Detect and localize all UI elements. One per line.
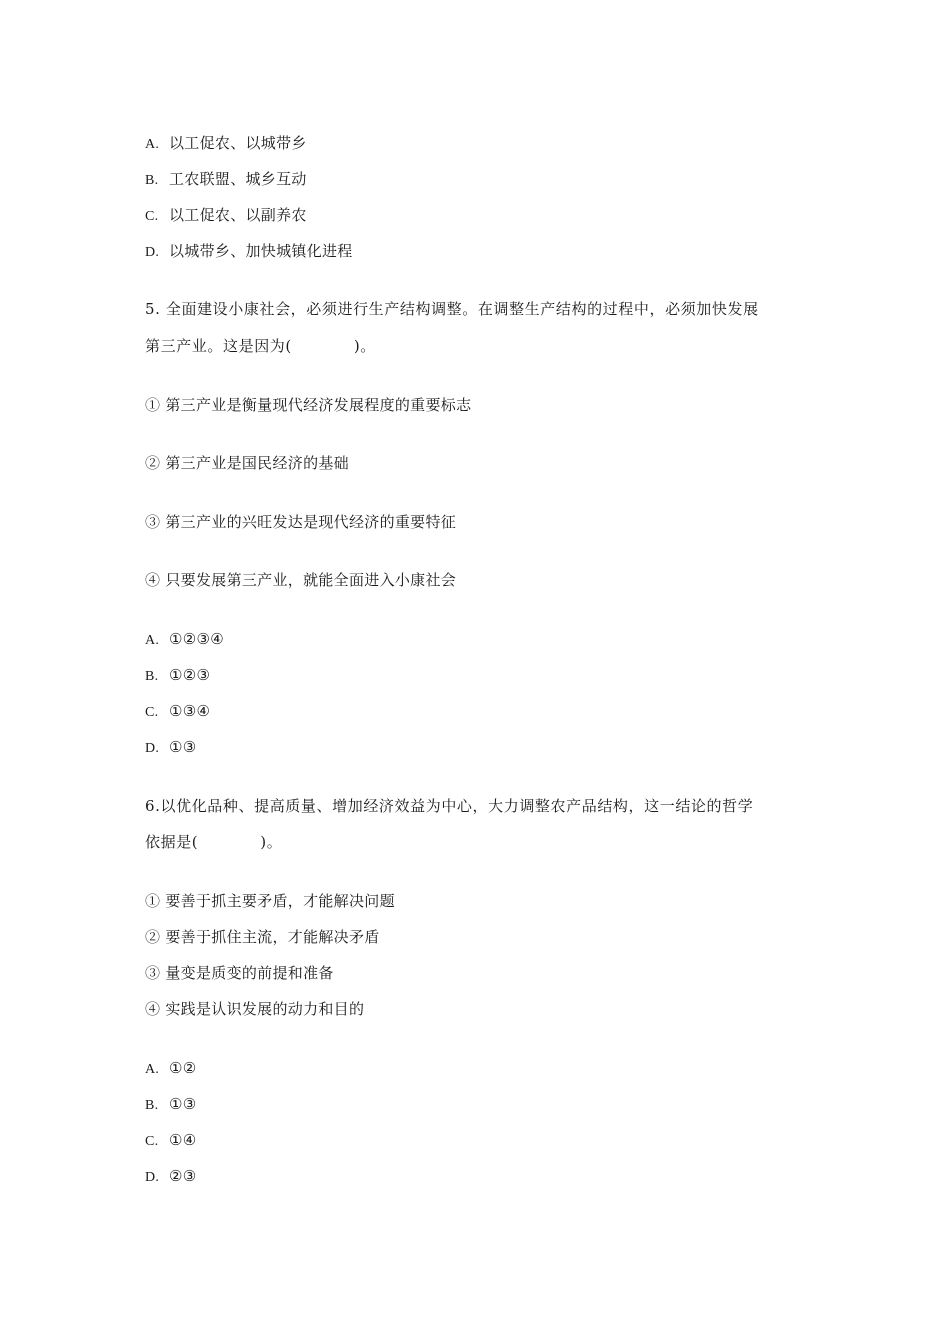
option-text: 工农联盟、城乡互动: [169, 170, 307, 188]
q6-stem-line2: [145, 832, 282, 852]
q5-stem-line2: [145, 336, 376, 356]
option-text: ②③: [169, 1167, 197, 1185]
q4-option-a: [145, 133, 307, 155]
option-text: 以工促农、以副养农: [169, 206, 307, 224]
q5-stem-line1: 5. 全面建设小康社会，必须进行生产结构调整。在调整生产结构的过程中，必须加快发展: [145, 300, 759, 318]
option-text: ①②③④: [169, 630, 224, 648]
q5-statement-3: ③ 第三产业的兴旺发达是现代经济的重要特征: [145, 513, 457, 531]
option-letter: D.: [145, 1170, 160, 1185]
q6-statement-4: ④ 实践是认识发展的动力和目的: [145, 1000, 365, 1018]
q4-option-b: [145, 169, 307, 191]
option-letter: D.: [145, 741, 160, 756]
option-text: 以工促农、以城带乡: [169, 134, 307, 152]
option-letter: A.: [145, 633, 160, 648]
q5-option-c: [145, 701, 210, 723]
option-letter: C.: [145, 209, 159, 224]
option-letter: B.: [145, 669, 159, 684]
q5-statement-1: ① 第三产业是衡量现代经济发展程度的重要标志: [145, 396, 472, 414]
q6-stem-after-blank: )。: [260, 833, 283, 851]
option-letter: B.: [145, 173, 159, 188]
option-letter: D.: [145, 245, 160, 260]
option-text: ①③: [169, 738, 197, 756]
q6-option-b: [145, 1094, 197, 1116]
q5-stem-before-blank: 第三产业。这是因为(: [145, 337, 292, 355]
option-text: 以城带乡、加快城镇化进程: [169, 242, 353, 260]
q5-stem-after-blank: )。: [353, 337, 376, 355]
q6-statement-2: ② 要善于抓住主流，才能解决矛盾: [145, 928, 380, 946]
q5-option-b: [145, 665, 210, 687]
q6-stem-before-blank: 依据是(: [145, 833, 199, 851]
option-text: ①②: [169, 1059, 197, 1077]
option-text: ①④: [169, 1131, 197, 1149]
q6-option-d: [145, 1166, 197, 1188]
q5-option-d: [145, 737, 197, 759]
q5-statement-4: ④ 只要发展第三产业，就能全面进入小康社会: [145, 571, 457, 589]
option-text: ①②③: [169, 666, 211, 684]
option-letter: A.: [145, 137, 160, 152]
option-text: ①③④: [169, 702, 211, 720]
q6-statement-1: ① 要善于抓主要矛盾，才能解决问题: [145, 892, 395, 910]
q5-option-a: [145, 629, 224, 651]
q6-option-c: [145, 1130, 197, 1152]
q5-statement-2: ② 第三产业是国民经济的基础: [145, 454, 349, 472]
option-letter: C.: [145, 705, 159, 720]
option-letter: B.: [145, 1098, 159, 1113]
q4-option-c: [145, 205, 307, 227]
q6-option-a: [145, 1058, 197, 1080]
q6-statement-3: ③ 量变是质变的前提和准备: [145, 964, 334, 982]
option-letter: A.: [145, 1062, 160, 1077]
q4-option-d: [145, 241, 353, 263]
option-letter: C.: [145, 1134, 159, 1149]
q6-stem-line1: 6.以优化品种、提高质量、增加经济效益为中心，大力调整农产品结构，这一结论的哲学: [145, 797, 754, 815]
option-text: ①③: [169, 1095, 197, 1113]
